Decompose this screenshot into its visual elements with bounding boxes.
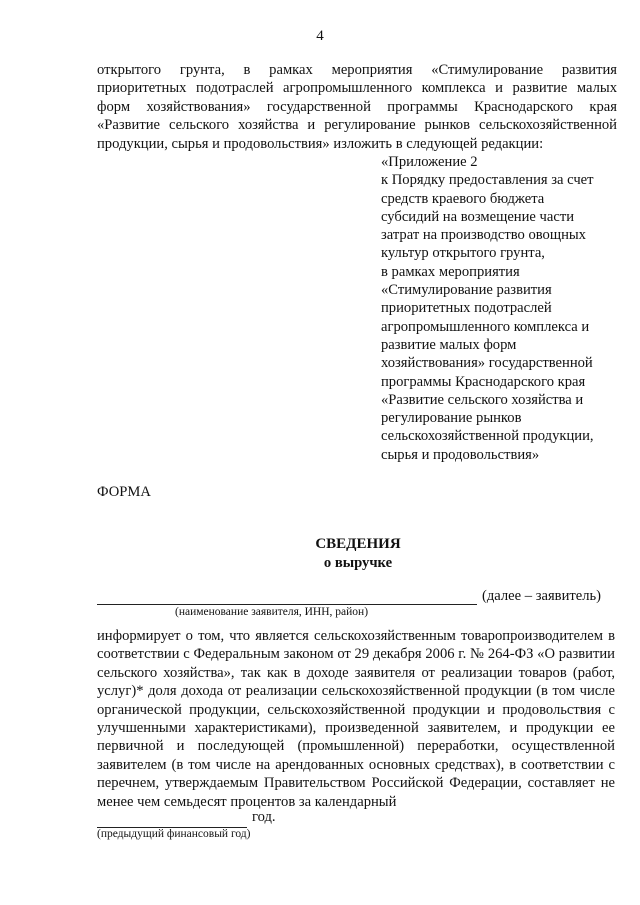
intro-paragraph: открытого грунта, в рамках мероприятия «Стимулирование развития приоритетных подотраслей агропромышленного комплекса и развитие малых форм хозяйствования» государственной программы Краснодарского края «Развитие сельского хозяйства и регулирование рынков сельскохозяйственной продукции, сырья и продовольствия» изложить в следующей редакции: <box>97 62 617 152</box>
applicant-blank-line <box>97 604 477 605</box>
appendix-line: регулирование рынков <box>381 410 522 427</box>
appendix-line: сельскохозяйственной продукции, <box>381 428 594 445</box>
applicant-caption: (наименование заявителя, ИНН, район) <box>175 606 369 618</box>
body-paragraph: информирует о том, что является сельскохозяйственным товаропроизводителем в соответствии с Федеральным законом от 29 декабря 2006 г. № 264-ФЗ «О развитии сельского хозяйства», так как в доходе заявителя от реализации товаров (работ, услуг)* доля дохода от реализации сельскохозяйственной продукции (в том числе органической продукции, сельскохозяйственной продукции и продовольствия с улучшенными характеристиками), произведенной заявителем, и продукции ее первичной и последующей (промышленной) переработки, осуществленной заявителем (в том числе на арендованных основных средствах), в соответствии с перечнем, утверждаемым Правительством Российской Федерации, составляет не менее чем семьдесят процентов за календарный <box>97 628 615 810</box>
appendix-line: развитие малых форм <box>381 336 517 353</box>
appendix-line: «Стимулирование развития <box>381 282 552 299</box>
appendix-line: в рамках мероприятия <box>381 263 520 280</box>
year-suffix: год. <box>252 809 276 825</box>
form-label: ФОРМА <box>97 484 151 500</box>
form-title: СВЕДЕНИЯ <box>315 536 401 552</box>
form-subtitle: о выручке <box>323 555 393 571</box>
appendix-line: программы Краснодарского края <box>381 373 586 390</box>
applicant-suffix: (далее – заявитель) <box>482 588 602 604</box>
appendix-line: субсидий на возмещение части <box>381 208 575 225</box>
appendix-line: хозяйствования» государственной <box>381 355 593 372</box>
appendix-line: «Развитие сельского хозяйства и <box>381 391 584 408</box>
appendix-line: сырья и продовольствия» <box>381 446 540 463</box>
year-caption: (предыдущий финансовый год) <box>97 828 251 840</box>
appendix-line: затрат на производство овощных <box>381 227 586 244</box>
appendix-line: агропромышленного комплекса и <box>381 318 590 335</box>
appendix-line: культур открытого грунта, <box>381 245 545 262</box>
page-number: 4 <box>316 28 324 44</box>
appendix-line: приоритетных подотраслей <box>381 300 552 317</box>
appendix-line: средств краевого бюджета <box>381 190 545 207</box>
appendix-header <box>381 153 626 464</box>
appendix-line: «Приложение 2 <box>381 154 478 170</box>
appendix-line: к Порядку предоставления за счет <box>381 172 594 189</box>
